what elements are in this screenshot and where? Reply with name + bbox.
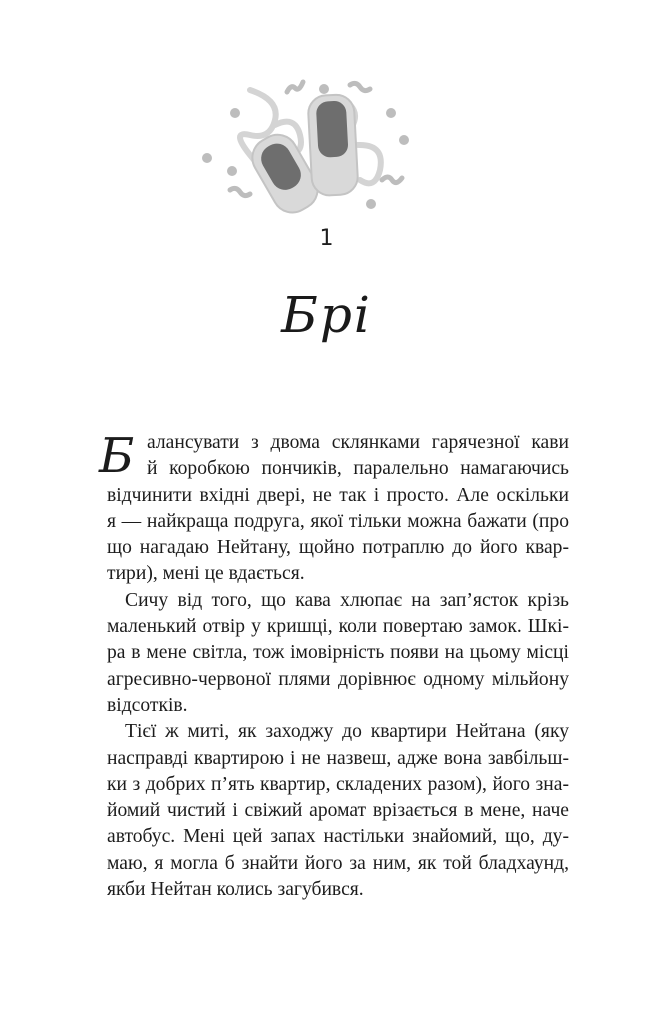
text-line: Б алансувати з двома склянками гарячезної кави <box>99 428 569 484</box>
text-line: відсотків. <box>107 694 188 716</box>
text-line: ки з добрих п’ять квартир, складених разом), його зна- <box>107 773 569 795</box>
text-line: маленький отвір у кришці, коли повертаю замок. Шкі- <box>107 616 569 638</box>
text-line: й коробкою пончиків, паралельно намагаючись <box>147 458 569 480</box>
text-line: якби Нейтан колись загубився. <box>107 879 364 901</box>
text-line: я — найкраща подруга, якої тільки можна бажати (про <box>107 510 569 532</box>
text-line: йомий чистий і свіжий аромат врізається в мене, наче <box>107 800 569 822</box>
text-line: Сичу від того, що кава хлюпає на зап’ясток крізь <box>125 589 569 611</box>
text-line: автобус. Мені цей запах настільки знайомий, що, ду- <box>107 826 569 848</box>
paragraph <box>107 719 569 903</box>
text-line: ра в мене світла, тож імовірність появи на цьому місці <box>107 642 569 664</box>
text-line: що нагадаю Нейтану, щойно потраплю до його квар- <box>107 537 569 559</box>
chapter-number: 1 <box>319 226 334 251</box>
text-line: агресивно-червоної плями дорівнює одному мільйону <box>107 668 569 690</box>
chapter-title: Брі <box>281 286 372 344</box>
chapter-body <box>99 428 569 903</box>
text-line: тири), мені це вдається. <box>107 563 305 585</box>
paragraph <box>107 588 569 719</box>
paragraph <box>99 428 569 588</box>
drop-cap: Б <box>99 428 135 484</box>
text-line: насправді квартирою і не назвеш, адже вона завбільш- <box>107 747 569 769</box>
ballet-shoes-icon <box>195 65 450 215</box>
text-line: відчинити вхідні двері, не так і просто. Але оскільки <box>107 484 569 506</box>
text-line: маю, я могла б знайти його за ним, як той бладхаунд, <box>107 852 569 874</box>
text-line: Тієї ж миті, як заходжу до квартири Нейтана (яку <box>125 721 569 743</box>
